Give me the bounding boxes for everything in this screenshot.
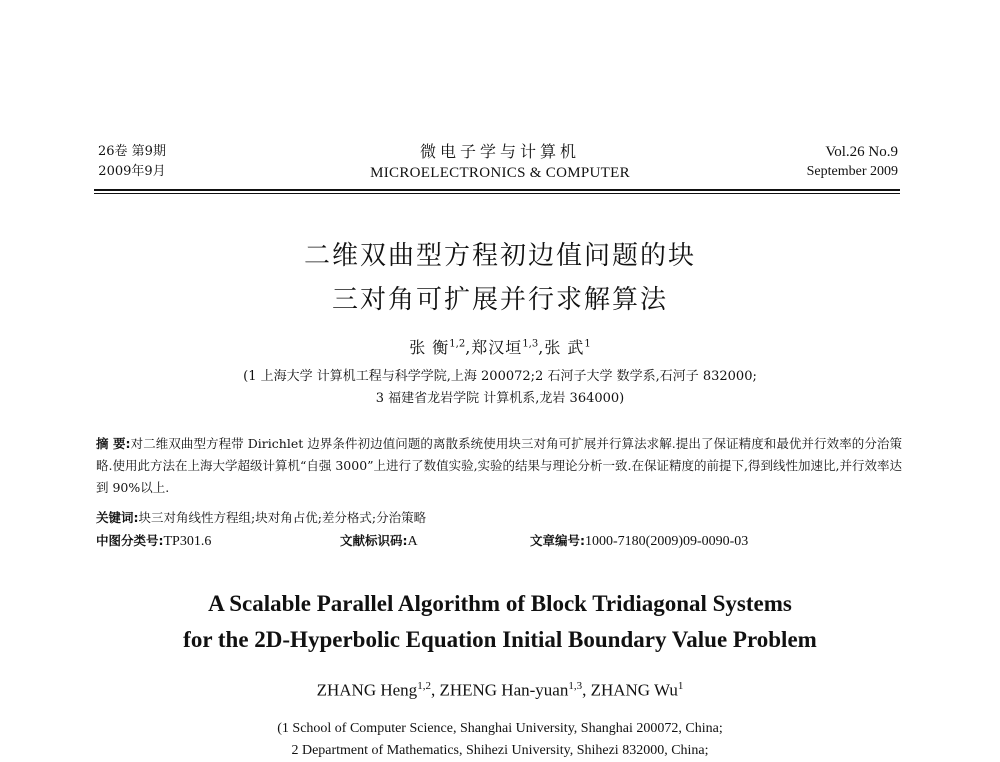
abstract-label: 摘 要: <box>96 436 131 451</box>
author-cn-name: 郑汉垣 <box>471 338 523 357</box>
doc-code-value: A <box>407 534 418 549</box>
author-cn-affil-ref: 1,3 <box>522 338 539 350</box>
author-cn-affil-ref: 1 <box>584 338 591 350</box>
journal-header <box>0 142 1000 188</box>
clc-label: 中图分类号: <box>96 533 164 548</box>
clc-value: TP301.6 <box>163 534 212 549</box>
author-cn-affil-ref: 1,2 <box>449 338 466 350</box>
affiliation-cn-line2: 3 福建省龙岩学院 计算机系,龙岩 364000) <box>375 391 625 406</box>
keywords-cn <box>96 507 902 529</box>
author-list-en <box>0 680 1000 701</box>
title-cn-line1: 二维双曲型方程初边值问题的块 <box>303 241 696 271</box>
article-number-label: 文章编号: <box>530 533 585 548</box>
abstract-cn <box>96 433 902 499</box>
paper-title-en <box>0 586 1000 658</box>
header-rule-thin <box>94 193 900 194</box>
issue-info <box>98 142 166 182</box>
title-cn-line2: 三对角可扩展并行求解算法 <box>331 285 668 315</box>
keywords-text: 块三对角线性方程组;块对角占优;差分格式;分治策略 <box>138 510 427 525</box>
volume-issue-en: Vol.26 No.9 <box>825 144 898 160</box>
date-cn: 2009年9月 <box>98 164 166 179</box>
title-en-line2: for the 2D-Hyperbolic Equation Initial Boundary Value Problem <box>183 627 817 652</box>
journal-name-en: MICROELECTRONICS & COMPUTER <box>370 165 630 181</box>
author-en-name: ZHENG Han-yuan <box>439 680 569 700</box>
author-separator: , <box>430 680 440 700</box>
affiliation-cn-line1: (1 上海大学 计算机工程与科学学院,上海 200072;2 石河子大学 数学系,石河子 832000; <box>243 369 757 384</box>
journal-name-cn: 微电子学与计算机 <box>419 142 580 161</box>
issue-info-en <box>807 142 898 182</box>
affiliations-en <box>0 718 1000 762</box>
author-en-name: ZHANG Heng <box>316 680 418 700</box>
doc-code-field <box>340 530 418 553</box>
author-separator: , <box>538 338 545 357</box>
author-cn-name: 张 武 <box>544 338 585 357</box>
author-separator: , <box>582 680 591 700</box>
date-en: September 2009 <box>806 164 898 179</box>
doc-code-label: 文献标识码: <box>340 533 408 548</box>
abstract-text: 对二维双曲型方程带 Dirichlet 边界条件初边值问题的离散系统使用块三对角可扩展并行算法求解.提出了保证精度和最优并行效率的分治策略.使用此方法在上海大学超级计算机“自强 3000”上进行了数值实验,实验的结果与理论分析一致.在保证精度的前提下,得到线性加速比,并行效率达到 90%以上. <box>96 436 902 495</box>
affiliation-en-line2: 2 Department of Mathematics, Shihezi University, Shihezi 832000, China; <box>291 743 709 758</box>
title-en-line1: A Scalable Parallel Algorithm of Block Tridiagonal Systems <box>208 591 792 616</box>
author-en-affil-ref: 1,3 <box>568 680 583 692</box>
volume-issue-cn: 26卷 第9期 <box>98 144 166 159</box>
author-cn-name: 张 衡 <box>409 338 450 357</box>
author-separator: , <box>465 338 472 357</box>
author-list-cn <box>0 335 1000 358</box>
author-en-affil-ref: 1 <box>677 680 684 692</box>
article-number-field <box>530 530 748 553</box>
header-rule-thick <box>94 189 900 191</box>
journal-name <box>300 142 700 184</box>
clc-field <box>96 530 211 553</box>
affiliations-cn <box>0 366 1000 410</box>
paper-title-cn <box>0 234 1000 322</box>
author-en-name: ZHANG Wu <box>590 680 678 700</box>
author-en-affil-ref: 1,2 <box>417 680 431 692</box>
keywords-label: 关键词: <box>96 510 139 525</box>
article-number-value: 1000-7180(2009)09-0090-03 <box>585 534 749 549</box>
affiliation-en-line1: (1 School of Computer Science, Shanghai University, Shanghai 200072, China; <box>277 721 723 736</box>
